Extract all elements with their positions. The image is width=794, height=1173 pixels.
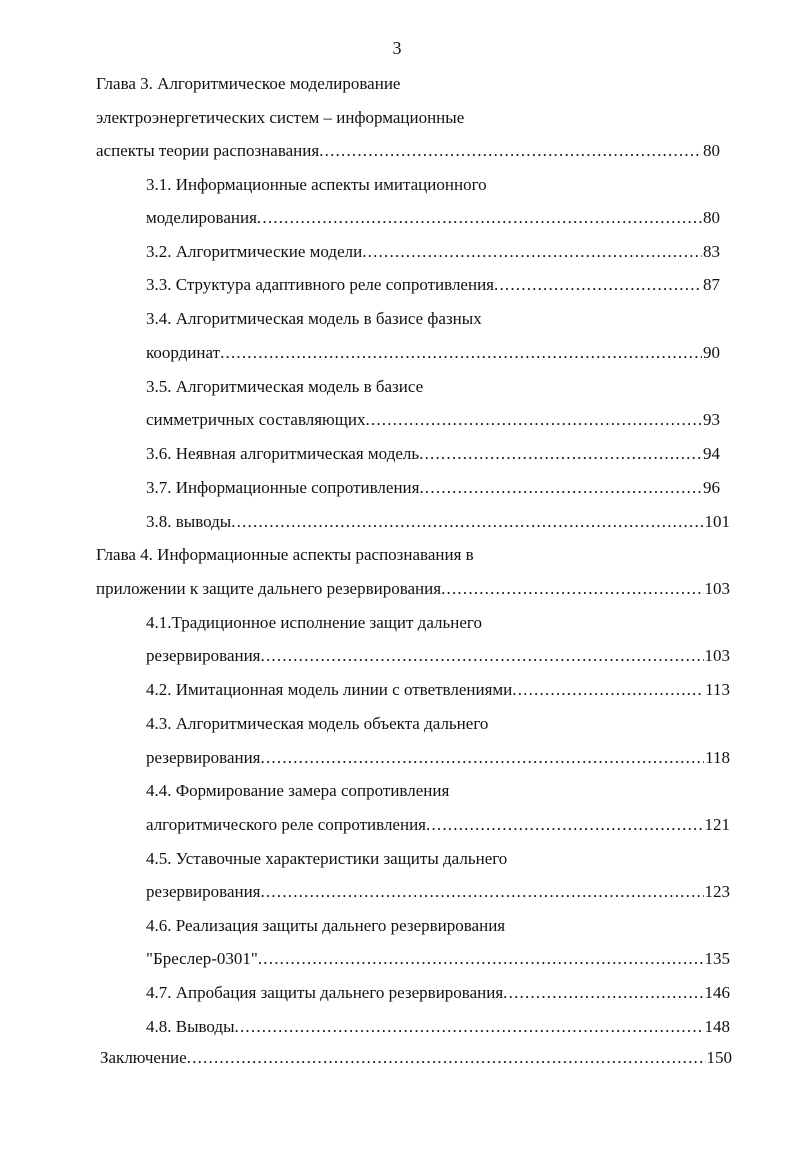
toc-entry-title: 3.3. Структура адаптивного реле сопротивления — [146, 275, 494, 294]
dot-leader — [231, 510, 703, 534]
dot-leader — [419, 476, 702, 500]
toc-entry-3-1[interactable] — [146, 206, 720, 230]
toc-entry-conclusion[interactable] — [100, 1046, 732, 1070]
toc-entry-4-1[interactable] — [146, 644, 730, 668]
dot-leader — [503, 981, 703, 1005]
toc-page-ref: 121 — [704, 815, 730, 834]
toc-entry-4-8[interactable] — [146, 1015, 730, 1039]
toc-page-ref: 135 — [704, 949, 730, 968]
toc-entry-title: Заключение — [100, 1048, 187, 1067]
toc-entry-title: 3.8. выводы — [146, 512, 232, 531]
toc-page-ref: 123 — [704, 882, 730, 901]
toc-entry-title: 3.6. Неявная алгоритмическая модель — [146, 444, 420, 463]
toc-entry-4-3[interactable] — [146, 746, 730, 770]
toc-page-ref: 80 — [703, 208, 720, 227]
dot-leader — [512, 678, 704, 702]
toc-entry-title: резервирования — [146, 646, 261, 665]
toc-entry-3-5[interactable] — [146, 408, 720, 432]
toc-entry-3-7[interactable] — [146, 476, 720, 500]
toc-page-ref: 113 — [705, 680, 730, 699]
toc-entry-title: 3.2. Алгоритмические модели — [146, 242, 363, 261]
toc-page-ref: 103 — [704, 646, 730, 665]
toc-entry-4-6[interactable] — [146, 947, 730, 971]
toc-page-ref: 118 — [705, 748, 730, 767]
toc-entry-title: приложении к защите дальнего резервирования — [96, 579, 442, 598]
page-number: 3 — [392, 38, 402, 58]
dot-leader — [419, 442, 702, 466]
dot-leader — [257, 206, 702, 230]
toc-section-3-1-line-1: 3.1. Информационные аспекты имитационного — [146, 175, 487, 194]
toc-section-4-4-line-1: 4.4. Формирование замера сопротивления — [146, 781, 450, 800]
toc-entry-title: резервирования — [146, 748, 261, 767]
toc-entry-3-3[interactable] — [146, 273, 720, 297]
toc-section-4-1-line-1: 4.1.Традиционное исполнение защит дальнего — [146, 613, 482, 632]
toc-page-ref: 87 — [703, 275, 720, 294]
toc-page-ref: 96 — [703, 478, 720, 497]
toc-chapter-3-title-line-1: Глава 3. Алгоритмическое моделирование — [96, 74, 401, 93]
toc-entry-title: 4.7. Апробация защиты дальнего резервирования — [146, 983, 504, 1002]
toc-entry-title: 4.2. Имитационная модель линии с ответвлениями — [146, 680, 513, 699]
toc-entry-chapter-4[interactable] — [96, 577, 730, 601]
toc-entry-title: "Бреслер-0301" — [146, 949, 258, 968]
toc-entry-title: 3.7. Информационные сопротивления — [146, 478, 420, 497]
toc-page-ref: 148 — [704, 1017, 730, 1036]
dot-leader — [319, 139, 702, 163]
toc-page-ref: 103 — [704, 579, 730, 598]
toc-page-ref: 94 — [703, 444, 720, 463]
toc-entry-title: координат — [146, 343, 221, 362]
dot-leader — [261, 746, 705, 770]
toc-section-3-4-line-1: 3.4. Алгоритмическая модель в базисе фазных — [146, 309, 482, 328]
toc-entry-chapter-3[interactable] — [96, 139, 720, 163]
dot-leader — [362, 240, 702, 264]
dot-leader — [261, 880, 704, 904]
dot-leader — [365, 408, 702, 432]
dot-leader — [494, 273, 702, 297]
toc-entry-title: моделирования — [146, 208, 257, 227]
toc-page-ref: 101 — [704, 512, 730, 531]
toc-page-ref: 150 — [706, 1048, 732, 1067]
toc-section-4-6-line-1: 4.6. Реализация защиты дальнего резервирования — [146, 916, 506, 935]
dot-leader — [426, 813, 704, 837]
dot-leader — [235, 1015, 704, 1039]
toc-entry-3-6[interactable] — [146, 442, 720, 466]
toc-entry-title: резервирования — [146, 882, 261, 901]
dot-leader — [220, 341, 702, 365]
toc-page-ref: 83 — [703, 242, 720, 261]
toc-entry-4-5[interactable] — [146, 880, 730, 904]
toc-page-ref: 80 — [703, 141, 720, 160]
toc-chapter-3-title-line-2: электроэнергетических систем – информационные — [96, 108, 465, 127]
toc-entry-3-8[interactable] — [146, 510, 730, 534]
toc-entry-title: аспекты теории распознавания — [96, 141, 320, 160]
toc-entry-title: 4.8. Выводы — [146, 1017, 235, 1036]
toc-page-ref: 146 — [704, 983, 730, 1002]
dot-leader — [441, 577, 703, 601]
toc-entry-4-7[interactable] — [146, 981, 730, 1005]
toc-page-ref: 90 — [703, 343, 720, 362]
toc-section-4-3-line-1: 4.3. Алгоритмическая модель объекта дальнего — [146, 714, 489, 733]
toc-entry-4-4[interactable] — [146, 813, 730, 837]
toc-page-ref: 93 — [703, 410, 720, 429]
toc-entry-title: симметричных составляющих — [146, 410, 366, 429]
toc-entry-3-2[interactable] — [146, 240, 720, 264]
toc-entry-4-2[interactable] — [146, 678, 730, 702]
toc-section-3-5-line-1: 3.5. Алгоритмическая модель в базисе — [146, 377, 424, 396]
toc-entry-title: алгоритмического реле сопротивления — [146, 815, 426, 834]
dot-leader — [258, 947, 704, 971]
toc-section-4-5-line-1: 4.5. Уставочные характеристики защиты дальнего — [146, 849, 508, 868]
dot-leader — [187, 1046, 706, 1070]
toc-chapter-4-title-line-1: Глава 4. Информационные аспекты распознавания в — [96, 545, 474, 564]
dot-leader — [261, 644, 704, 668]
toc-entry-3-4[interactable] — [146, 341, 720, 365]
